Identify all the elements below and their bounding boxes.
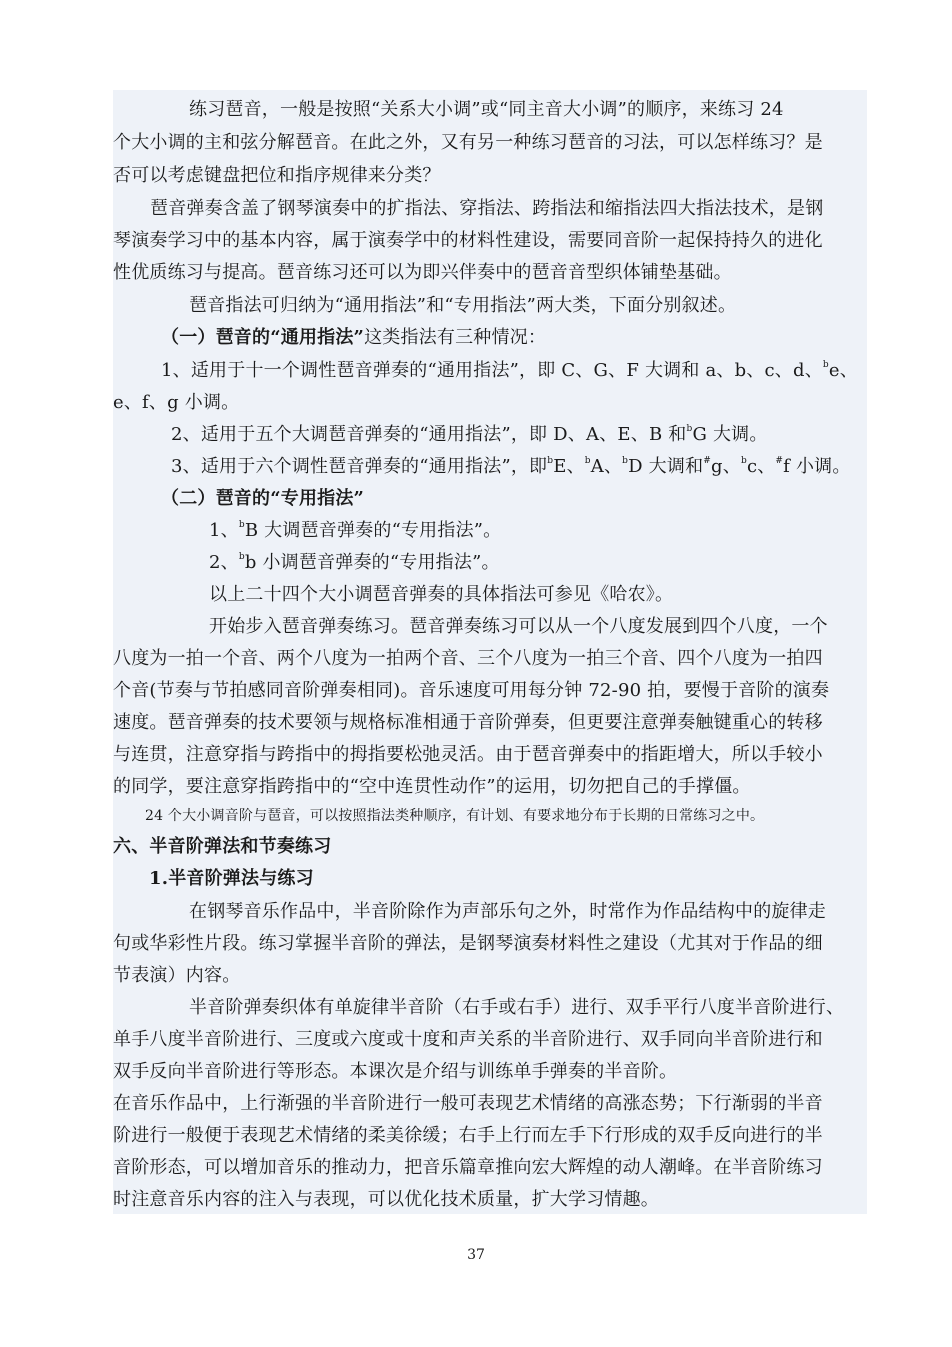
paragraph-line: 时注意音乐内容的注入与表现，可以优化技术质量，扩大学习情趣。: [113, 1189, 659, 1210]
paragraph-line: 个音(节奏与节拍感同音阶弹奏相同)。音乐速度可用每分钟 72-90 拍，要慢于音阶的演奏: [113, 680, 830, 701]
paragraph-line: 琴演奏学习中的基本内容，属于演奏学中的材料性建设，需要同音阶一起保持持久的进化: [113, 230, 823, 251]
list-item: 2、适用于五个大调琶音弹奏的“通用指法”，即 D、A、E、B 和$^b$G 大调。: [171, 424, 768, 445]
paragraph-line: 速度。琶音弹奏的技术要领与规格标准相通于音阶弹奏，但更要注意弹奏触键重心的转移: [113, 712, 823, 733]
paragraph-line: 开始步入琶音弹奏练习。琶音弹奏练习可以从一个八度发展到四个八度，一个: [209, 616, 828, 637]
paragraph-line: 八度为一拍一个音、两个八度为一拍两个音、三个八度为一拍三个音、四个八度为一拍四: [113, 648, 823, 669]
paragraph-line: 以上二十四个大小调琶音弹奏的具体指法可参见《哈农》。: [209, 584, 674, 605]
paragraph-line: 性优质练习与提高。琶音练习还可以为即兴伴奏中的琶音音型织体铺垫基础。: [113, 262, 732, 283]
list-item-continuation: e、f、g 小调。: [113, 392, 240, 413]
paragraph-line: 琶音弹奏含盖了钢琴演奏中的扩指法、穿指法、跨指法和缩指法四大指法技术，是钢: [150, 198, 824, 219]
paragraph-line: 节表演）内容。: [113, 965, 241, 986]
paragraph-line: 否可以考虑键盘把位和指序规律来分类？: [113, 165, 441, 186]
paragraph-line: 与连贯，注意穿指与跨指中的拇指要松弛灵活。由于琶音弹奏中的指距增大，所以手较小: [113, 744, 823, 765]
paragraph-line: 在音乐作品中，上行渐强的半音阶进行一般可表现艺术情绪的高涨态势；下行渐弱的半音: [113, 1093, 823, 1114]
summary-note: 24 个大小调音阶与琶音，可以按照指法类种顺序，有计划、有要求地分布于长期的日常练习之中。: [145, 808, 765, 824]
list-item: 2、$^b$b 小调琶音弹奏的“专用指法”。: [209, 552, 500, 573]
subsection-heading: 1.半音阶弹法与练习: [149, 868, 314, 889]
page-number: 37: [467, 1247, 485, 1263]
list-item: 1、$^b$B 大调琶音弹奏的“专用指法”。: [209, 520, 502, 541]
paragraph-line: 双手反向半音阶进行等形态。本课次是介绍与训练单手弹奏的半音阶。: [113, 1061, 678, 1082]
chapter-heading: 六、半音阶弹法和节奏练习: [113, 836, 332, 857]
paragraph-line: 单手八度半音阶进行、三度或六度或十度和声关系的半音阶进行、双手同向半音阶进行和: [113, 1029, 823, 1050]
paragraph-line: 琶音指法可归纳为“通用指法”和“专用指法”两大类，下面分别叙述。: [189, 295, 737, 316]
paragraph-line: 个大小调的主和弦分解琶音。在此之外，又有另一种练习琶音的习法，可以怎样练习？是: [113, 132, 823, 153]
list-item: 1、适用于十一个调性琶音弹奏的“通用指法”，即 C、G、F 大调和 a、b、c、d、$^b$e、: [161, 360, 858, 381]
paragraph-line: 半音阶弹奏织体有单旋律半音阶（右手或右手）进行、双手平行八度半音阶进行、: [189, 997, 845, 1018]
paragraph-line: 的同学，要注意穿指跨指中的“空中连贯性动作”的运用，切勿把自己的手撑僵。: [113, 776, 751, 797]
paragraph-line: 音阶形态，可以增加音乐的推动力，把音乐篇章推向宏大辉煌的动人潮峰。在半音阶练习: [113, 1157, 823, 1178]
paragraph-line: 练习琶音，一般是按照“关系大小调”或“同主音大小调”的顺序，来练习 24: [189, 99, 784, 120]
section-heading: （一）琶音的“通用指法”这类指法有三种情况：: [161, 327, 547, 348]
heading-label: （一）琶音的“通用指法”: [161, 327, 365, 348]
section-heading: （二）琶音的“专用指法”: [161, 488, 365, 509]
paragraph-line: 阶进行一般便于表现艺术情绪的柔美徐缓；右手上行而左手下行形成的双手反向进行的半: [113, 1125, 823, 1146]
list-item: 3、适用于六个调性琶音弹奏的“通用指法”，即$^b$E、$^b$A、$^b$D 大调和#g、$^b$c、#f 小调。: [171, 456, 851, 477]
paragraph-line: 在钢琴音乐作品中，半音阶除作为声部乐句之外，时常作为作品结构中的旋律走: [189, 901, 826, 922]
paragraph-line: 句或华彩性片段。练习掌握半音阶的弹法，是钢琴演奏材料性之建设（尤其对于作品的细: [113, 933, 823, 954]
